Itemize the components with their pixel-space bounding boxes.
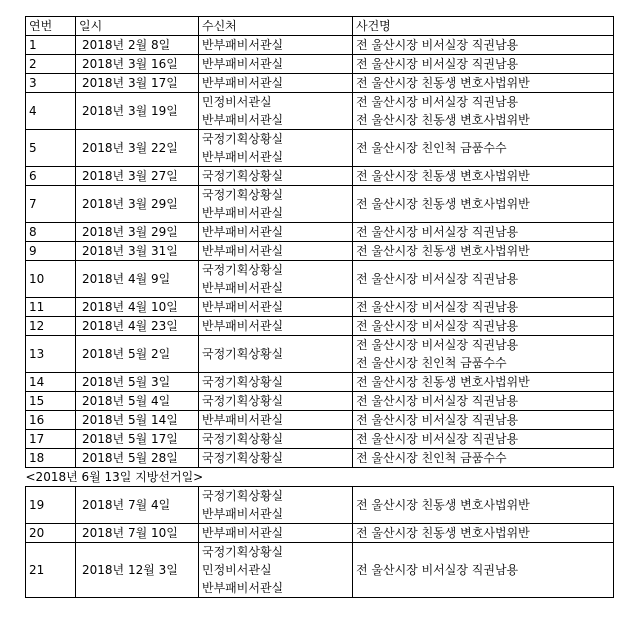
row-date: 2018년 4월 9일: [76, 261, 199, 298]
row-cases: [353, 186, 614, 223]
case-line: 전 울산시장 비서실장 직권남용: [356, 300, 519, 314]
row-number: 3: [26, 74, 76, 93]
row-date: 2018년 5월 17일: [76, 430, 199, 449]
case-line: 전 울산시장 비서실장 직권남용: [356, 394, 519, 408]
recipient-line: 반부패비서관실: [202, 281, 284, 295]
recipient-line: 반부패비서관실: [202, 413, 284, 427]
recipient-line: 반부패비서관실: [202, 225, 284, 239]
row-recipients: [199, 524, 353, 543]
table-row: [26, 449, 614, 468]
case-line: 전 울산시장 비서실장 직권남용: [356, 38, 519, 52]
table-row: [26, 130, 614, 167]
row-cases: [353, 130, 614, 167]
row-number: 19: [26, 487, 76, 524]
row-date: 2018년 5월 2일: [76, 336, 199, 373]
recipient-line: 반부패비서관실: [202, 300, 284, 314]
case-line: 전 울산시장 비서실장 직권남용: [356, 57, 519, 71]
row-date: 2018년 5월 14일: [76, 411, 199, 430]
recipient-line: 국정기획상황실: [202, 188, 284, 202]
row-cases: [353, 36, 614, 55]
table-row: [26, 36, 614, 55]
row-cases: [353, 430, 614, 449]
table-row: [26, 298, 614, 317]
row-cases: [353, 261, 614, 298]
row-recipients: [199, 242, 353, 261]
row-recipients: [199, 317, 353, 336]
recipient-line: 국정기획상황실: [202, 169, 284, 183]
row-date: 2018년 3월 27일: [76, 167, 199, 186]
row-number: 12: [26, 317, 76, 336]
row-number: 8: [26, 223, 76, 242]
row-number: 5: [26, 130, 76, 167]
recipient-line: 반부패비서관실: [202, 206, 284, 220]
recipient-line: 반부패비서관실: [202, 581, 284, 595]
row-number: 21: [26, 543, 76, 598]
table-row: [26, 411, 614, 430]
row-cases: [353, 317, 614, 336]
row-date: 2018년 3월 22일: [76, 130, 199, 167]
table-row: [26, 317, 614, 336]
row-number: 14: [26, 373, 76, 392]
header-row: [26, 17, 614, 36]
table-row: [26, 186, 614, 223]
row-cases: [353, 524, 614, 543]
row-recipients: [199, 430, 353, 449]
row-number: 4: [26, 93, 76, 130]
row-cases: [353, 392, 614, 411]
recipient-line: 반부패비서관실: [202, 526, 284, 540]
recipient-line: 국정기획상황실: [202, 489, 284, 503]
recipient-line: 반부패비서관실: [202, 150, 284, 164]
case-line: 전 울산시장 친동생 변호사법위반: [356, 244, 530, 258]
case-line: 전 울산시장 친동생 변호사법위반: [356, 197, 530, 211]
row-recipients: [199, 543, 353, 598]
row-date: 2018년 7월 4일: [76, 487, 199, 524]
row-cases: [353, 449, 614, 468]
case-line: 전 울산시장 친인척 금품수수: [356, 451, 507, 465]
row-date: 2018년 2월 8일: [76, 36, 199, 55]
recipient-line: 민정비서관실: [202, 563, 272, 577]
row-recipients: [199, 223, 353, 242]
election-day-note: <2018년 6월 13일 지방선거일>: [26, 468, 614, 487]
recipient-line: 반부패비서관실: [202, 507, 284, 521]
row-recipients: [199, 449, 353, 468]
row-date: 2018년 3월 19일: [76, 93, 199, 130]
row-number: 2: [26, 55, 76, 74]
row-recipients: [199, 55, 353, 74]
table-row: [26, 55, 614, 74]
case-line: 전 울산시장 비서실장 직권남용: [356, 95, 519, 109]
row-recipients: [199, 392, 353, 411]
row-number: 9: [26, 242, 76, 261]
row-recipients: [199, 411, 353, 430]
report-table: [25, 16, 614, 598]
recipient-line: 반부패비서관실: [202, 38, 284, 52]
row-recipients: [199, 373, 353, 392]
recipient-line: 반부패비서관실: [202, 57, 284, 71]
election-day-note-row: [26, 468, 614, 487]
recipient-line: 국정기획상황실: [202, 132, 284, 146]
row-date: 2018년 3월 31일: [76, 242, 199, 261]
row-number: 15: [26, 392, 76, 411]
table-row: [26, 74, 614, 93]
case-line: 전 울산시장 친인척 금품수수: [356, 141, 507, 155]
table-row: [26, 261, 614, 298]
recipient-line: 반부패비서관실: [202, 76, 284, 90]
row-recipients: [199, 186, 353, 223]
row-number: 20: [26, 524, 76, 543]
table-row: [26, 167, 614, 186]
row-date: 2018년 4월 23일: [76, 317, 199, 336]
header-case: 사건명: [353, 17, 614, 36]
recipient-line: 반부패비서관실: [202, 319, 284, 333]
row-number: 17: [26, 430, 76, 449]
row-number: 1: [26, 36, 76, 55]
case-line: 전 울산시장 비서실장 직권남용: [356, 432, 519, 446]
row-recipients: [199, 74, 353, 93]
row-recipients: [199, 298, 353, 317]
row-number: 16: [26, 411, 76, 430]
table-row: [26, 93, 614, 130]
case-line: 전 울산시장 친동생 변호사법위반: [356, 76, 530, 90]
case-line: 전 울산시장 친동생 변호사법위반: [356, 113, 530, 127]
row-date: 2018년 3월 29일: [76, 223, 199, 242]
row-number: 7: [26, 186, 76, 223]
header-recipient: 수신처: [199, 17, 353, 36]
row-date: 2018년 3월 16일: [76, 55, 199, 74]
row-number: 18: [26, 449, 76, 468]
case-line: 전 울산시장 친동생 변호사법위반: [356, 375, 530, 389]
row-cases: [353, 223, 614, 242]
table-row: [26, 430, 614, 449]
row-cases: [353, 74, 614, 93]
row-cases: [353, 373, 614, 392]
row-recipients: [199, 130, 353, 167]
row-recipients: [199, 336, 353, 373]
table-row: [26, 487, 614, 524]
row-cases: [353, 298, 614, 317]
row-number: 10: [26, 261, 76, 298]
row-recipients: [199, 487, 353, 524]
row-number: 13: [26, 336, 76, 373]
row-recipients: [199, 167, 353, 186]
row-date: 2018년 3월 29일: [76, 186, 199, 223]
case-line: 전 울산시장 비서실장 직권남용: [356, 272, 519, 286]
recipient-line: 반부패비서관실: [202, 113, 284, 127]
row-cases: [353, 242, 614, 261]
row-recipients: [199, 93, 353, 130]
recipient-line: 국정기획상황실: [202, 375, 284, 389]
recipient-line: 반부패비서관실: [202, 244, 284, 258]
recipient-line: 국정기획상황실: [202, 394, 284, 408]
row-cases: [353, 55, 614, 74]
case-line: 전 울산시장 친동생 변호사법위반: [356, 526, 530, 540]
row-date: 2018년 5월 3일: [76, 373, 199, 392]
case-line: 전 울산시장 비서실장 직권남용: [356, 413, 519, 427]
table-body: [26, 36, 614, 598]
recipient-line: 국정기획상황실: [202, 432, 284, 446]
row-cases: [353, 487, 614, 524]
case-line: 전 울산시장 비서실장 직권남용: [356, 319, 519, 333]
table-row: [26, 242, 614, 261]
case-line: 전 울산시장 비서실장 직권남용: [356, 563, 519, 577]
header-number: 연번: [26, 17, 76, 36]
row-cases: [353, 543, 614, 598]
recipient-line: 국정기획상황실: [202, 347, 284, 361]
row-date: 2018년 3월 17일: [76, 74, 199, 93]
recipient-line: 국정기획상황실: [202, 451, 284, 465]
recipient-line: 국정기획상황실: [202, 263, 284, 277]
row-date: 2018년 12월 3일: [76, 543, 199, 598]
row-recipients: [199, 261, 353, 298]
row-number: 11: [26, 298, 76, 317]
table-row: [26, 373, 614, 392]
row-cases: [353, 167, 614, 186]
row-date: 2018년 5월 4일: [76, 392, 199, 411]
case-line: 전 울산시장 비서실장 직권남용: [356, 338, 519, 352]
case-line: 전 울산시장 친인척 금품수수: [356, 356, 507, 370]
recipient-line: 국정기획상황실: [202, 545, 284, 559]
table-row: [26, 524, 614, 543]
row-date: 2018년 5월 28일: [76, 449, 199, 468]
header-date: 일시: [76, 17, 199, 36]
case-line: 전 울산시장 친동생 변호사법위반: [356, 498, 530, 512]
row-cases: [353, 93, 614, 130]
row-date: 2018년 4월 10일: [76, 298, 199, 317]
row-recipients: [199, 36, 353, 55]
table-row: [26, 543, 614, 598]
row-number: 6: [26, 167, 76, 186]
row-cases: [353, 336, 614, 373]
table-row: [26, 392, 614, 411]
table-row: [26, 336, 614, 373]
recipient-line: 민정비서관실: [202, 95, 272, 109]
row-date: 2018년 7월 10일: [76, 524, 199, 543]
table-row: [26, 223, 614, 242]
report-table-container: [25, 16, 613, 598]
case-line: 전 울산시장 친동생 변호사법위반: [356, 169, 530, 183]
case-line: 전 울산시장 비서실장 직권남용: [356, 225, 519, 239]
row-cases: [353, 411, 614, 430]
